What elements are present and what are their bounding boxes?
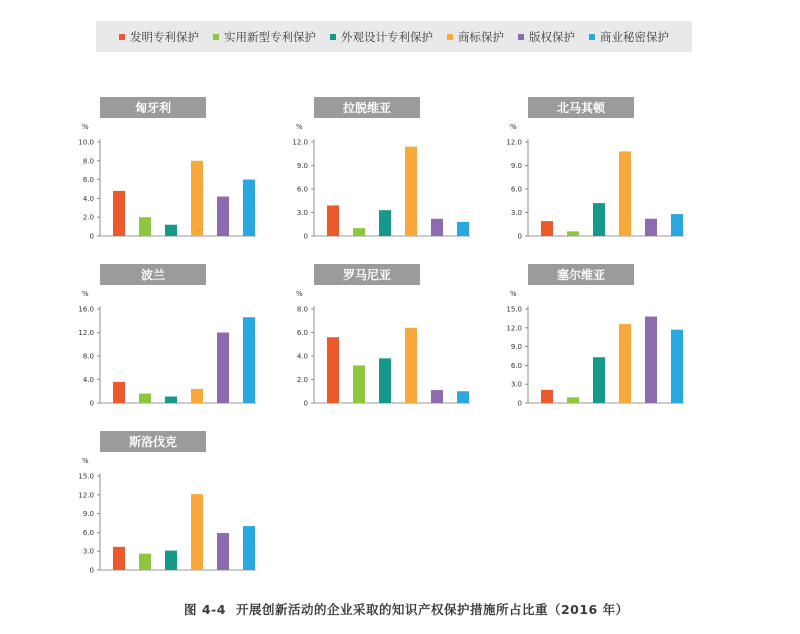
bar (327, 205, 339, 236)
chart-title: 匈牙利 (134, 101, 172, 115)
y-unit-label: % (296, 123, 303, 131)
y-tick-label: 4.0 (296, 352, 308, 361)
bar (405, 328, 417, 403)
chart-title: 波兰 (140, 268, 166, 282)
y-tick-label: 15.0 (78, 472, 94, 481)
bar (541, 390, 553, 403)
y-tick-label: 10.0 (78, 138, 94, 147)
y-tick-label: 3.0 (82, 547, 94, 556)
bar (431, 390, 443, 403)
bar (379, 358, 391, 403)
legend-label: 商标保护 (458, 29, 504, 44)
bar (593, 357, 605, 403)
chart-title: 罗马尼亚 (342, 268, 392, 282)
bar (165, 225, 177, 236)
figure-number: 图 4-4 (184, 602, 226, 617)
y-tick-label: 6.0 (510, 361, 522, 370)
y-tick-label: 8.0 (82, 157, 94, 166)
legend-label: 外观设计专利保护 (341, 29, 433, 44)
bar-chart (506, 264, 684, 408)
legend-label: 发明专利保护 (130, 29, 199, 44)
chart-title: 斯洛伐克 (128, 435, 178, 449)
y-tick-label: 0 (517, 399, 522, 408)
y-tick-label: 0 (89, 232, 94, 241)
y-unit-label: % (296, 290, 303, 298)
bar (671, 330, 683, 403)
bar (593, 203, 605, 236)
y-tick-label: 3.0 (296, 209, 308, 217)
y-tick-label: 3.0 (510, 209, 522, 217)
legend-label: 商业秘密保护 (600, 29, 669, 44)
y-tick-label: 9.0 (510, 343, 522, 352)
y-tick-label: 4.0 (82, 376, 94, 384)
y-tick-label: 12.0 (292, 138, 308, 147)
bar (619, 151, 631, 236)
bar (191, 161, 203, 236)
bar (379, 210, 391, 236)
y-tick-label: 9.0 (510, 162, 522, 170)
bar (567, 397, 579, 403)
bar (113, 547, 125, 570)
bar (243, 180, 255, 236)
y-tick-label: 8.0 (296, 305, 308, 314)
y-tick-label: 6.0 (510, 185, 522, 194)
bar (113, 382, 125, 403)
bar (243, 317, 255, 403)
bar (139, 217, 151, 236)
bar (217, 197, 229, 236)
bar (191, 389, 203, 403)
bar (139, 554, 151, 570)
y-unit-label: % (82, 457, 89, 465)
y-tick-label: 12.0 (78, 491, 94, 500)
figure-caption (184, 600, 639, 618)
y-tick-label: 12.0 (506, 324, 522, 333)
y-unit-label: % (510, 290, 517, 298)
bar-chart (78, 431, 256, 575)
bar (165, 397, 177, 403)
y-tick-label: 12.0 (506, 138, 522, 147)
y-tick-label: 3.0 (510, 380, 522, 389)
chart-title: 北马其顿 (556, 101, 606, 115)
figure-title: 开展创新活动的企业采取的知识产权保护措施所占比重（2016 年） (235, 602, 629, 617)
bar-chart (78, 264, 256, 408)
bar (353, 365, 365, 403)
bar (243, 526, 255, 570)
bar (457, 391, 469, 403)
y-tick-label: 9.0 (296, 162, 308, 170)
bar (217, 333, 229, 404)
bar-chart (292, 97, 470, 241)
bar (113, 191, 125, 236)
y-tick-label: 2.0 (296, 376, 308, 384)
y-tick-label: 0 (303, 399, 308, 408)
bar-chart (78, 97, 256, 241)
bar (353, 228, 365, 236)
y-tick-label: 16.0 (78, 305, 94, 314)
y-tick-label: 0 (89, 399, 94, 408)
bar (431, 219, 443, 236)
y-tick-label: 12.0 (78, 329, 94, 337)
y-tick-label: 8.0 (82, 352, 94, 361)
y-tick-label: 6.0 (296, 329, 308, 337)
legend-label: 版权保护 (529, 29, 575, 44)
y-tick-label: 0 (517, 232, 522, 241)
y-tick-label: 6.0 (82, 528, 94, 537)
y-tick-label: 4.0 (82, 194, 94, 203)
bar (619, 324, 631, 403)
bar-chart (506, 97, 684, 241)
chart-title: 拉脱维亚 (342, 101, 392, 115)
y-tick-label: 6.0 (82, 176, 94, 185)
chart-title: 塞尔维亚 (556, 268, 606, 282)
y-tick-label: 15.0 (506, 305, 522, 314)
y-tick-label: 0 (303, 232, 308, 241)
bar (327, 337, 339, 403)
y-unit-label: % (82, 123, 89, 131)
bar (645, 219, 657, 236)
bar (405, 147, 417, 236)
bar (671, 214, 683, 236)
y-tick-label: 9.0 (82, 510, 94, 519)
bar-chart (296, 264, 470, 408)
bar (457, 222, 469, 236)
bar (165, 551, 177, 570)
y-tick-label: 2.0 (82, 213, 94, 222)
y-unit-label: % (82, 290, 89, 298)
y-unit-label: % (510, 123, 517, 131)
y-tick-label: 0 (89, 566, 94, 575)
bar (541, 221, 553, 236)
bar (139, 394, 151, 403)
y-tick-label: 6.0 (296, 185, 308, 194)
bar (217, 533, 229, 570)
bar (567, 231, 579, 236)
legend-label: 实用新型专利保护 (224, 29, 316, 44)
bar (645, 317, 657, 403)
bar (191, 494, 203, 570)
